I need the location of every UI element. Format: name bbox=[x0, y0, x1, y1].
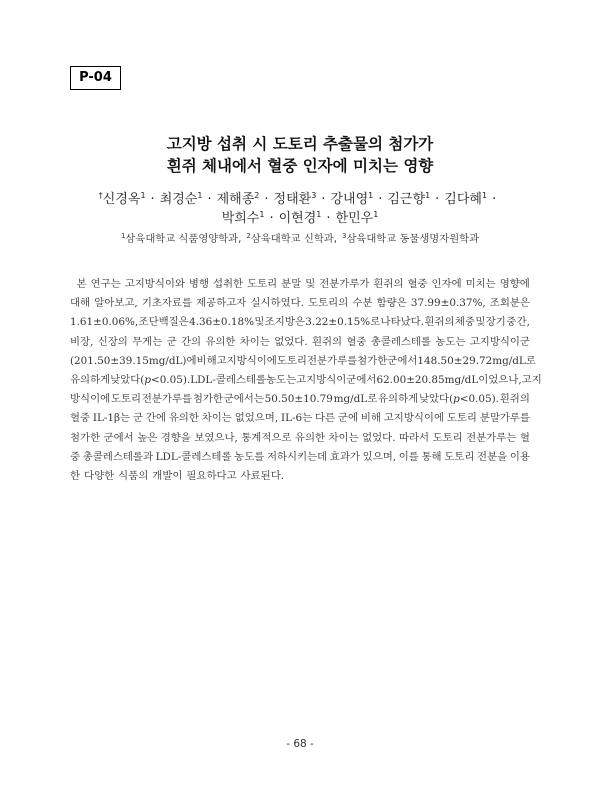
author-list bbox=[0, 190, 600, 228]
page-number: - 68 - bbox=[286, 738, 314, 750]
abstract-body bbox=[70, 275, 542, 486]
author-affiliation-number: 1 bbox=[481, 191, 488, 200]
author-line-1 bbox=[0, 190, 600, 209]
author bbox=[99, 192, 146, 207]
author-name: 김근향 bbox=[387, 192, 426, 207]
affiliation bbox=[342, 233, 479, 245]
abstract-line: 한 다양한 식품의 개발이 필요하다고 사료된다. bbox=[70, 469, 285, 482]
author-name: 신경옥 bbox=[102, 192, 141, 207]
abstract-line: 비장, 신장의 무게는 군 간의 유의한 차이는 없었다. 흰쥐의 혈중 총콜레스테롤 농도는 고지방식이군 bbox=[70, 335, 530, 348]
author-name: 정태환 bbox=[273, 192, 312, 207]
author-name: 이현경 bbox=[278, 211, 317, 226]
author bbox=[387, 192, 430, 207]
author bbox=[160, 192, 203, 207]
abstract-line: 본 연구는 고지방식이와 병행 섭취한 도토리 분말 및 전분가루가 흰쥐의 혈중 인자에 미치는 영향에 bbox=[70, 278, 530, 290]
affiliation-name: 삼육대학교 동물생명자원학과 bbox=[346, 233, 480, 245]
author-separator: · bbox=[207, 192, 212, 207]
author-name: 최경순 bbox=[159, 192, 198, 207]
author-separator: · bbox=[492, 192, 497, 207]
author-name: 김다혜 bbox=[444, 192, 482, 207]
author bbox=[330, 192, 373, 207]
author-name: 제해종 bbox=[216, 192, 255, 207]
author bbox=[217, 192, 260, 207]
author-separator: · bbox=[378, 192, 383, 207]
author-affiliation-number: 1 bbox=[373, 210, 379, 219]
author-affiliation-number: 1 bbox=[259, 210, 265, 219]
author-separator: · bbox=[269, 211, 274, 226]
affiliation bbox=[121, 233, 241, 245]
affiliation-name: 삼육대학교 신학과, bbox=[250, 233, 337, 245]
title-line-2: 흰쥐 체내에서 혈중 인자에 미치는 영향 bbox=[166, 157, 434, 175]
author-affiliation-number: 1 bbox=[425, 191, 431, 200]
poster-label: P-04 bbox=[70, 66, 121, 90]
author-affiliation-number: 1 bbox=[197, 191, 203, 200]
author bbox=[444, 192, 487, 207]
author bbox=[336, 211, 379, 226]
author-affiliation-number: 1 bbox=[140, 191, 146, 200]
abstract-line: 1.61±0.06%, 조단백질은 4.36±0.18% 및 조지방은 3.22±0.15%로 나타났다. 흰쥐의 체중 및 장기 중 간, bbox=[70, 316, 530, 329]
author-affiliation-number: 1 bbox=[368, 191, 374, 200]
abstract-line: (201.50±39.15 mg/dL)에 비해 고지방식이에 도토리 전분가루를 첨가한 군에서 148.50±29.72 mg/dL로 bbox=[70, 354, 536, 367]
author bbox=[279, 211, 322, 226]
author-line-2 bbox=[0, 209, 600, 228]
title-line-1: 고지방 섭취 시 도토리 추출물의 첨가가 bbox=[166, 135, 434, 153]
abstract-line: 중 총콜레스테롤과 LDL-콜레스테롤 농도를 저하시키는데 효과가 있으며, 이를 통해 도토리 전분을 이용 bbox=[70, 450, 530, 463]
abstract-line: 첨가한 군에서 높은 경향을 보였으나, 통계적으로 유의한 차이는 없었다. 따라서 도토리 전분가루는 혈 bbox=[70, 431, 530, 444]
author-separator: · bbox=[326, 211, 331, 226]
affiliation bbox=[246, 233, 337, 245]
abstract-line: 혈중 IL-1β는 군 간에 유의한 차이는 없었으며, IL-6는 다른 군에 비해 고지방식이에 도토리 분말가루를 bbox=[70, 412, 530, 425]
affiliation-number: 2 bbox=[246, 232, 251, 240]
corresponding-mark: † bbox=[98, 191, 103, 200]
author-affiliation-number: 1 bbox=[316, 210, 322, 219]
paper-title bbox=[0, 133, 600, 177]
author-separator: · bbox=[264, 192, 269, 207]
author bbox=[222, 211, 265, 226]
affiliation-number: 1 bbox=[120, 232, 126, 240]
affiliation-name: 삼육대학교 식품영양학과, bbox=[125, 233, 242, 245]
author bbox=[274, 192, 317, 207]
affiliation-number: 3 bbox=[341, 232, 347, 240]
author-separator: · bbox=[321, 192, 326, 207]
abstract-line: 대해 알아보고, 기초자료를 제공하고자 실시하였다. 도토리의 수분 함량은 37.99±0.37%, 조회분은 bbox=[70, 297, 530, 310]
abstract-line: 유의하게 낮았다(p<0.05). LDL-콜레스테롤 농도는 고지방식이군에서 62.00±20.85 mg/dL이었으나, 고지 bbox=[70, 373, 542, 386]
affiliations bbox=[0, 232, 600, 246]
author-name: 강내영 bbox=[330, 192, 369, 207]
author-name: 한민우 bbox=[335, 211, 374, 226]
author-affiliation-number: 3 bbox=[311, 191, 317, 200]
author-separator: · bbox=[435, 192, 440, 207]
author-name: 박희수 bbox=[221, 211, 260, 226]
abstract-line: 방식이에 도토리 전분가루를 첨가한 군에서는 50.50±10.79 mg/dL로 유의하게 낮았다(p<0.05). 흰쥐의 bbox=[70, 393, 530, 406]
author-separator: · bbox=[150, 192, 155, 207]
author-affiliation-number: 2 bbox=[254, 191, 260, 200]
